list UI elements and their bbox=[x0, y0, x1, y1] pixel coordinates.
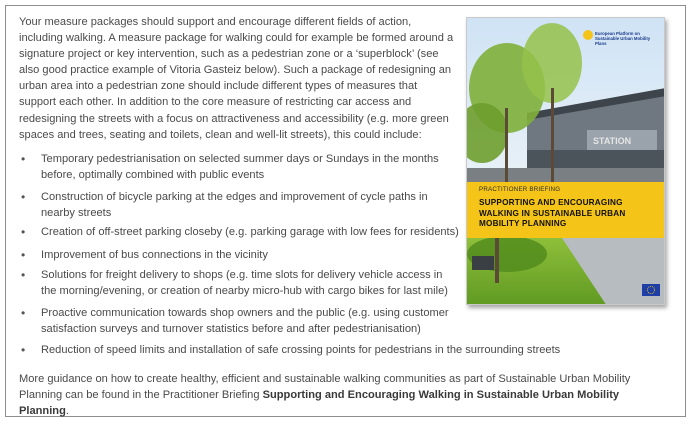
list-item: • Construction of bicycle parking at the edges and improvement of cycle paths in nearby streets bbox=[21, 190, 428, 219]
platform-logo-icon bbox=[583, 30, 593, 40]
bullet-icon: • bbox=[21, 190, 26, 204]
list-item: • Creation of off-street parking closeby (e.g. parking garage with low fees for residents) bbox=[21, 225, 459, 239]
station-sign: STATION bbox=[593, 136, 632, 146]
intro-paragraph: Your measure packages should support and encourage different fields of action, including walking. A measure package for walking could for example be formed around a signature project or key intervention, such as a pedestrian zone or a ‘superblock’ (see also good practice example of Vitoria Gasteiz below). Such a package of redesigning an urban area into a pedestrian zone should include different types of measures that support each other. In addition to the core measure of restricting car access and redesigning the streets with a focus on attractiveness and accessibility (e.g. more green spaces and trees, seating and toilets, clean and well-lit streets), this could include: bbox=[19, 16, 454, 141]
guidance-paragraph: More guidance on how to create healthy, efficient and sustainable walking communities as part of Sustainable Urban Mobility Planning can be found in the Practitioner Briefing Supporting and Encouraging Walking in Sustainable Urban Mobility Planning. bbox=[19, 373, 631, 418]
cover-kicker: PRACTITIONER BRIEFING bbox=[479, 186, 561, 193]
briefing-title-link: Supporting and Encouraging Walking in Sustainable Urban Mobility Planning bbox=[19, 389, 620, 418]
bullet-icon: • bbox=[21, 306, 26, 320]
bullet-icon: • bbox=[21, 248, 26, 262]
bullet-icon: • bbox=[21, 152, 26, 166]
bullet-icon: • bbox=[21, 225, 26, 239]
cover-photo bbox=[467, 18, 665, 305]
bullet-icon: • bbox=[21, 268, 26, 282]
list-item: • Improvement of bus connections in the vicinity bbox=[21, 248, 268, 262]
bullet-icon: • bbox=[21, 343, 26, 357]
list-item: • Proactive communication towards shop owners and the public (e.g. using customer satisfaction surveys and turnover statistics before and after pedestrianisation) bbox=[21, 306, 449, 335]
list-item: • Temporary pedestrianisation on selected summer days or Sundays in the months before, optimally combined with public events bbox=[21, 152, 439, 181]
list-item: • Solutions for freight delivery to shops (e.g. time slots for delivery vehicle access in the morning/evening, or creation of nearby micro-hub with cargo bikes for last mile) bbox=[21, 268, 448, 297]
platform-logo-text: European Platform on Sustainable Urban Mobility Plans bbox=[595, 31, 651, 46]
briefing-cover-image bbox=[466, 17, 665, 305]
cover-title: SUPPORTING AND ENCOURAGING WALKING IN SUSTAINABLE URBAN MOBILITY PLANNING bbox=[479, 198, 626, 228]
eu-flag-icon bbox=[642, 284, 660, 296]
list-item: • Reduction of speed limits and installation of safe crossing points for pedestrians in the surrounding streets bbox=[21, 343, 561, 357]
